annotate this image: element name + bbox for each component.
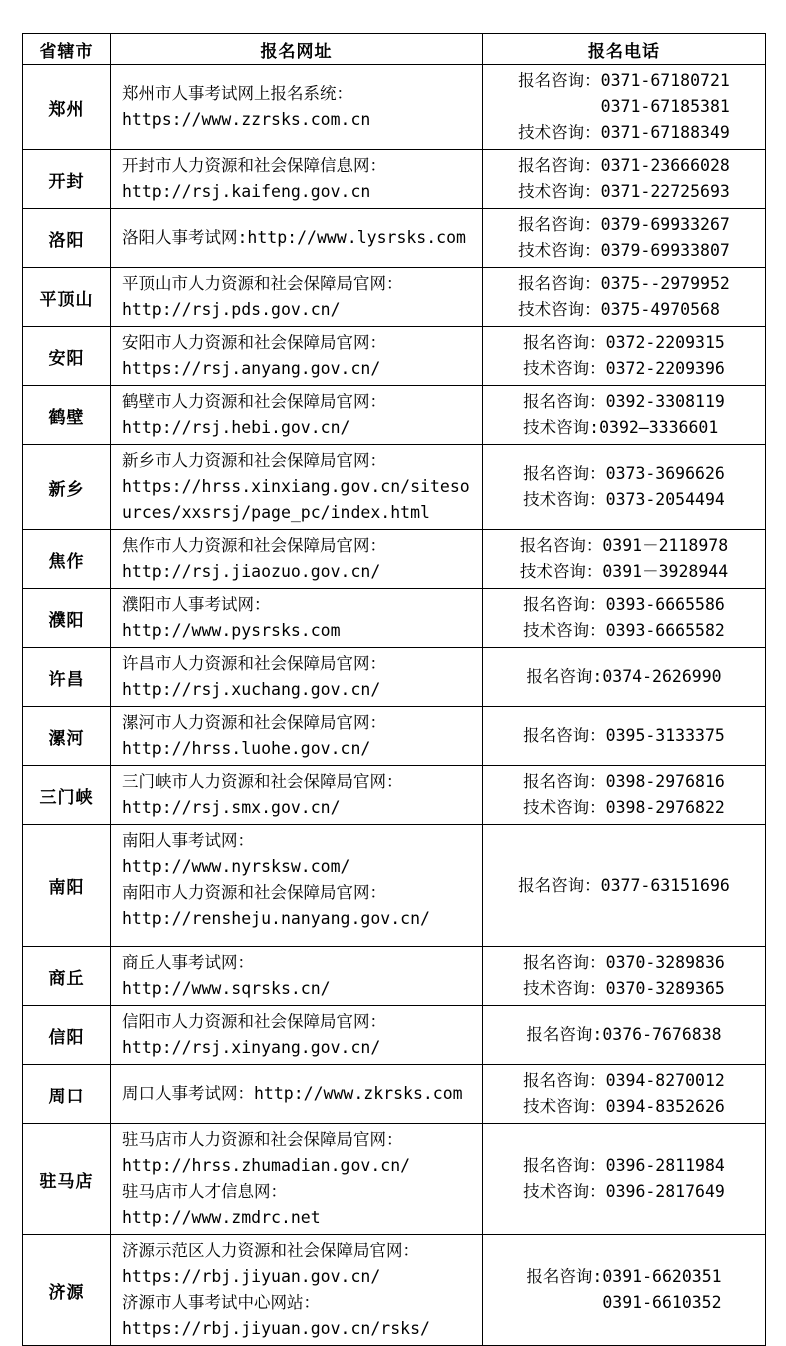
city-cell: 安阳 — [23, 327, 111, 386]
website-line: http://rsj.smx.gov.cn/ — [122, 798, 341, 817]
website-lines — [111, 947, 482, 1005]
website-cell — [111, 766, 483, 825]
phone-line: 报名咨询:0391-6620351 — [526, 1267, 722, 1286]
phone-cell — [483, 150, 766, 209]
website-line: 驻马店市人才信息网： — [122, 1182, 287, 1201]
phone-cell — [483, 65, 766, 150]
city-cell: 驻马店 — [23, 1124, 111, 1235]
website-line: http://rsj.pds.gov.cn/ — [122, 300, 341, 319]
phone-cell — [483, 268, 766, 327]
table-row — [23, 589, 766, 648]
website-line: 漯河市人力资源和社会保障局官网： — [122, 713, 386, 732]
city-cell: 南阳 — [23, 825, 111, 947]
phone-line: 报名咨询：0379-69933267 — [518, 215, 730, 234]
website-line: http://rsj.xinyang.gov.cn/ — [122, 1038, 381, 1057]
website-line: http://www.sqrsks.cn/ — [122, 979, 331, 998]
phone-line: 0371-67185381 — [600, 97, 730, 116]
phone-cell — [483, 1006, 766, 1065]
phone-line: 技术咨询：0393-6665582 — [523, 621, 725, 640]
phone-line: 报名咨询：0393-6665586 — [523, 595, 725, 614]
city-cell: 郑州 — [23, 65, 111, 150]
website-line: 鹤壁市人力资源和社会保障局官网： — [122, 392, 386, 411]
website-lines — [111, 222, 482, 254]
phone-line: 报名咨询：0377-63151696 — [518, 875, 730, 895]
phone-line: 报名咨询:0374-2626990 — [526, 667, 722, 686]
header-phone: 报名电话 — [483, 34, 766, 65]
header-row — [23, 34, 766, 65]
phone-cell — [483, 327, 766, 386]
website-line: https://rsj.anyang.gov.cn/ — [122, 359, 381, 378]
phone-line: 报名咨询：0396-2811984 — [523, 1156, 725, 1175]
website-line: https://hrss.xinxiang.gov.cn/sitesources/xxsrsj/page_pc/index.html — [122, 477, 470, 522]
website-lines — [111, 589, 482, 647]
city-cell: 漯河 — [23, 707, 111, 766]
phone-lines — [523, 458, 725, 516]
phone-line: 技术咨询：0373-2054494 — [523, 490, 725, 509]
website-line: http://rsj.jiaozuo.gov.cn/ — [122, 562, 381, 581]
phone-line: 技术咨询：0396-2817649 — [523, 1182, 725, 1201]
table-row — [23, 1124, 766, 1235]
website-cell — [111, 1006, 483, 1065]
website-cell — [111, 707, 483, 766]
phone-line: 报名咨询：0375--2979952 — [518, 274, 730, 293]
website-lines — [111, 825, 482, 935]
table-row — [23, 445, 766, 530]
table-row — [23, 1235, 766, 1346]
phone-lines — [520, 530, 728, 588]
website-line: 濮阳市人事考试网： — [122, 595, 271, 614]
table-row — [23, 268, 766, 327]
website-lines — [111, 766, 482, 824]
phone-line: 技术咨询：0398-2976822 — [523, 798, 725, 817]
website-line: 信阳市人力资源和社会保障局官网： — [122, 1012, 386, 1031]
phone-line: 报名咨询：0398-2976816 — [523, 772, 725, 791]
phone-cell — [483, 445, 766, 530]
phone-lines — [518, 150, 730, 208]
website-line: http://www.zmdrc.net — [122, 1208, 321, 1227]
website-lines — [111, 530, 482, 588]
website-line: 三门峡市人力资源和社会保障局官网： — [122, 772, 403, 791]
table-row — [23, 707, 766, 766]
website-cell — [111, 1124, 483, 1235]
city-cell: 周口 — [23, 1065, 111, 1124]
phone-lines — [523, 947, 725, 1005]
website-lines — [111, 327, 482, 385]
website-lines — [111, 1078, 482, 1110]
table-row — [23, 386, 766, 445]
website-cell — [111, 445, 483, 530]
website-line: https://rbj.jiyuan.gov.cn/rsks/ — [122, 1319, 430, 1338]
phone-line: 报名咨询：0394-8270012 — [523, 1071, 725, 1090]
website-cell — [111, 65, 483, 150]
phone-line: 技术咨询：0372-2209396 — [523, 359, 725, 378]
phone-cell — [483, 707, 766, 766]
phone-line: 技术咨询：0370-3289365 — [523, 979, 725, 998]
phone-lines — [523, 589, 725, 647]
table-row — [23, 648, 766, 707]
table-row — [23, 209, 766, 268]
website-lines — [111, 386, 482, 444]
phone-line: 技术咨询：0371-67188349 — [518, 123, 730, 142]
website-line: 南阳市人力资源和社会保障局官网： — [122, 883, 386, 902]
phone-cell — [483, 648, 766, 707]
phone-line: 报名咨询：0395-3133375 — [523, 726, 725, 745]
website-lines — [111, 445, 482, 529]
city-cell: 鹤壁 — [23, 386, 111, 445]
phone-cell — [483, 1235, 766, 1346]
table-row — [23, 150, 766, 209]
website-line: http://hrss.zhumadian.gov.cn/ — [122, 1156, 411, 1175]
website-lines — [111, 150, 482, 208]
phone-line: 技术咨询：0391－3928944 — [519, 562, 729, 581]
website-line: http://rensheju.nanyang.gov.cn/ — [122, 909, 430, 928]
phone-lines — [526, 661, 721, 693]
phone-lines — [518, 209, 730, 267]
website-line: 开封市人力资源和社会保障信息网： — [122, 156, 386, 175]
phone-line: 报名咨询：0372-2209315 — [523, 333, 725, 352]
city-cell: 许昌 — [23, 648, 111, 707]
phone-cell — [483, 209, 766, 268]
website-lines — [111, 648, 482, 706]
phone-line: 报名咨询：0371-67180721 — [518, 71, 730, 90]
phone-cell — [483, 1065, 766, 1124]
city-cell: 洛阳 — [23, 209, 111, 268]
table-row — [23, 327, 766, 386]
website-line: http://rsj.xuchang.gov.cn/ — [122, 680, 381, 699]
website-cell — [111, 530, 483, 589]
website-line: http://www.nyrsksw.com/ — [122, 857, 351, 876]
phone-lines — [518, 870, 730, 902]
phone-cell — [483, 386, 766, 445]
city-cell: 三门峡 — [23, 766, 111, 825]
city-cell: 濮阳 — [23, 589, 111, 648]
website-line: http://rsj.kaifeng.gov.cn — [122, 182, 371, 201]
website-line: 许昌市人力资源和社会保障局官网： — [122, 654, 386, 673]
phone-lines — [523, 386, 725, 444]
phone-line: 报名咨询：0371-23666028 — [518, 156, 730, 175]
city-cell: 开封 — [23, 150, 111, 209]
phone-cell — [483, 589, 766, 648]
phone-line: 技术咨询:0392—3336601 — [523, 418, 719, 437]
website-line: 郑州市人事考试网上报名系统： — [122, 84, 353, 103]
website-cell — [111, 386, 483, 445]
phone-cell — [483, 825, 766, 947]
phone-cell — [483, 1124, 766, 1235]
website-line: 驻马店市人力资源和社会保障局官网： — [122, 1130, 403, 1149]
website-line: https://www.zzrsks.com.cn — [122, 110, 371, 129]
table-row — [23, 1006, 766, 1065]
phone-line: 报名咨询：0392-3308119 — [523, 392, 725, 411]
city-cell: 商丘 — [23, 947, 111, 1006]
website-line: 周口人事考试网：http://www.zkrsks.com — [122, 1084, 463, 1103]
website-lines — [111, 78, 482, 136]
website-lines — [111, 1235, 482, 1345]
phone-line: 报名咨询：0391－2118978 — [519, 536, 729, 555]
website-line: 洛阳人事考试网:http://www.lysrsks.com — [122, 228, 466, 247]
table-row — [23, 1065, 766, 1124]
website-line: http://rsj.hebi.gov.cn/ — [122, 418, 351, 437]
website-lines — [111, 1006, 482, 1064]
table-row — [23, 947, 766, 1006]
phone-line: 0391-6610352 — [602, 1293, 722, 1312]
website-cell — [111, 209, 483, 268]
website-cell — [111, 947, 483, 1006]
city-cell: 信阳 — [23, 1006, 111, 1065]
website-lines — [111, 1124, 482, 1234]
phone-lines — [523, 327, 725, 385]
website-cell — [111, 150, 483, 209]
phone-line: 报名咨询：0370-3289836 — [523, 953, 725, 972]
phone-lines — [518, 268, 730, 326]
registration-table — [22, 33, 766, 1346]
website-cell — [111, 1235, 483, 1346]
phone-lines — [523, 766, 725, 824]
phone-lines — [526, 1019, 721, 1051]
website-line: 济源市人事考试中心网站： — [122, 1293, 320, 1312]
website-cell — [111, 268, 483, 327]
city-cell: 焦作 — [23, 530, 111, 589]
header-city: 省辖市 — [23, 34, 111, 65]
phone-lines — [523, 1150, 725, 1208]
phone-line: 技术咨询：0375-4970568 — [518, 300, 720, 319]
header-website: 报名网址 — [111, 34, 483, 65]
website-cell — [111, 648, 483, 707]
phone-cell — [483, 947, 766, 1006]
website-lines — [111, 707, 482, 765]
phone-lines — [526, 1261, 721, 1319]
table-body — [23, 65, 766, 1346]
website-line: 安阳市人力资源和社会保障局官网： — [122, 333, 386, 352]
phone-lines — [518, 65, 730, 149]
website-line: 济源示范区人力资源和社会保障局官网： — [122, 1241, 419, 1260]
website-line: 商丘人事考试网： — [122, 953, 254, 972]
city-cell: 新乡 — [23, 445, 111, 530]
phone-line: 技术咨询：0394-8352626 — [523, 1097, 725, 1116]
website-lines — [111, 268, 482, 326]
website-cell — [111, 589, 483, 648]
website-line: http://hrss.luohe.gov.cn/ — [122, 739, 371, 758]
phone-lines — [523, 720, 725, 752]
phone-cell — [483, 530, 766, 589]
phone-line: 报名咨询:0376-7676838 — [526, 1025, 722, 1044]
phone-line: 报名咨询：0373-3696626 — [523, 464, 725, 483]
website-cell — [111, 1065, 483, 1124]
website-line: 平顶山市人力资源和社会保障局官网： — [122, 274, 403, 293]
city-cell: 平顶山 — [23, 268, 111, 327]
table-row — [23, 65, 766, 150]
phone-cell — [483, 766, 766, 825]
website-line: https://rbj.jiyuan.gov.cn/ — [122, 1267, 381, 1286]
website-line: 南阳人事考试网： — [122, 831, 254, 850]
table-row — [23, 766, 766, 825]
website-line: 新乡市人力资源和社会保障局官网： — [122, 451, 386, 470]
website-line: http://www.pysrsks.com — [122, 621, 341, 640]
phone-line: 技术咨询：0379-69933807 — [518, 241, 730, 260]
table-row — [23, 825, 766, 947]
table-row — [23, 530, 766, 589]
website-cell — [111, 825, 483, 947]
website-cell — [111, 327, 483, 386]
phone-line: 技术咨询：0371-22725693 — [518, 182, 730, 201]
city-cell: 济源 — [23, 1235, 111, 1346]
phone-lines — [523, 1065, 725, 1123]
website-line: 焦作市人力资源和社会保障局官网： — [122, 536, 386, 555]
